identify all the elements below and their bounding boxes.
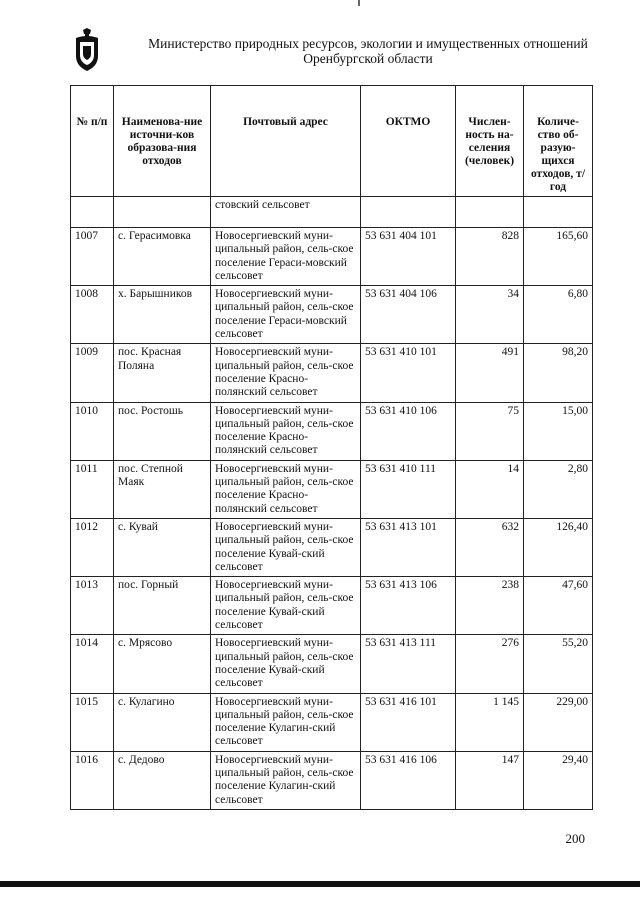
table-cell-number: 1008 <box>71 286 114 344</box>
table-row <box>71 751 593 809</box>
table-cell-address: Новосергиевский муни-ципальный район, сель-ское поселение Кулагин-ский сельсовет <box>211 693 361 751</box>
table-cell-source-name: пос. Ростошь <box>114 402 211 460</box>
table-cell-waste-amount: 15,00 <box>524 402 593 460</box>
table-cell-oktmo: 53 631 413 106 <box>361 577 456 635</box>
table-row <box>71 693 593 751</box>
table-cell-number: 1016 <box>71 751 114 809</box>
table-cell-number: 1007 <box>71 228 114 286</box>
table-cell-oktmo: 53 631 416 106 <box>361 751 456 809</box>
table-cell-waste-amount: 6,80 <box>524 286 593 344</box>
table-cell-address: Новосергиевский муни-ципальный район, сель-ское поселение Гераси-мовский сельсовет <box>211 286 361 344</box>
header-line-region: Оренбургской области <box>303 51 433 66</box>
table-cell <box>114 197 211 228</box>
table-cell-number: 1012 <box>71 518 114 576</box>
table-cell-address: Новосергиевский муни-ципальный район, сель-ское поселение Кувай-ский сельсовет <box>211 518 361 576</box>
table-cell-population: 828 <box>456 228 524 286</box>
table-row <box>71 635 593 693</box>
table-cell-address: Новосергиевский муни-ципальный район, сель-ское поселение Красно-полянский сельсовет <box>211 460 361 518</box>
table-row <box>71 286 593 344</box>
table-cell-population: 1 145 <box>456 693 524 751</box>
table-cell-waste-amount: 229,00 <box>524 693 593 751</box>
table-cell-source-name: пос. Степной Маяк <box>114 460 211 518</box>
table-cell-population: 14 <box>456 460 524 518</box>
header-line-ministry: Министерство природных ресурсов, экологии и имущественных отношений <box>148 36 588 51</box>
table-row <box>71 344 593 402</box>
table-cell-oktmo: 53 631 410 106 <box>361 402 456 460</box>
table-cell-number: 1009 <box>71 344 114 402</box>
page-number: 200 <box>565 831 585 846</box>
table-cell-population: 632 <box>456 518 524 576</box>
table-cell-source-name: с. Кулагино <box>114 693 211 751</box>
table-cell-waste-amount: 98,20 <box>524 344 593 402</box>
scan-edge-bar <box>0 881 640 887</box>
scan-artifact <box>358 0 360 6</box>
table-cell-population: 34 <box>456 286 524 344</box>
table-cell-oktmo: 53 631 404 106 <box>361 286 456 344</box>
table-cell-source-name: пос. Красная Поляна <box>114 344 211 402</box>
table-cell-source-name: с. Мрясово <box>114 635 211 693</box>
table-cell-waste-amount: 47,60 <box>524 577 593 635</box>
table-cell-waste-amount: 2,80 <box>524 460 593 518</box>
table-cell-oktmo: 53 631 410 111 <box>361 460 456 518</box>
table-row <box>71 228 593 286</box>
table-row <box>71 460 593 518</box>
table-cell-address: Новосергиевский муни-ципальный район, сель-ское поселение Гераси-мовский сельсовет <box>211 228 361 286</box>
table-cell <box>524 197 593 228</box>
column-header-number: № п/п <box>71 86 114 197</box>
table-cell-population: 147 <box>456 751 524 809</box>
table-body <box>71 228 593 810</box>
table-cell-address: Новосергиевский муни-ципальный район, сель-ское поселение Красно-полянский сельсовет <box>211 344 361 402</box>
document-header <box>118 36 618 66</box>
table-cell-population: 276 <box>456 635 524 693</box>
table-cell-address: стовский сельсовет <box>211 197 361 228</box>
table-cell-address: Новосергиевский муни-ципальный район, сель-ское поселение Кувай-ский сельсовет <box>211 635 361 693</box>
table-cell-source-name: с. Дедово <box>114 751 211 809</box>
table-cell <box>361 197 456 228</box>
table-cell-source-name: с. Кувай <box>114 518 211 576</box>
table-cell-population: 75 <box>456 402 524 460</box>
table-cell-oktmo: 53 631 413 101 <box>361 518 456 576</box>
table-row <box>71 577 593 635</box>
table-header-row <box>71 86 593 197</box>
table-cell-population: 238 <box>456 577 524 635</box>
table-cell-population: 491 <box>456 344 524 402</box>
waste-sources-table <box>70 85 593 810</box>
table-cell-waste-amount: 126,40 <box>524 518 593 576</box>
table-cell-number: 1014 <box>71 635 114 693</box>
table-row <box>71 402 593 460</box>
coat-of-arms-icon <box>74 28 100 72</box>
table-cell-number: 1013 <box>71 577 114 635</box>
table-cell-number: 1010 <box>71 402 114 460</box>
column-header-source-name: Наименова-ние источни-ков образова-ния отходов <box>114 86 211 197</box>
table-cell-number: 1011 <box>71 460 114 518</box>
table-cell <box>71 197 114 228</box>
table-cell-address: Новосергиевский муни-ципальный район, сель-ское поселение Кулагин-ский сельсовет <box>211 751 361 809</box>
table-cell-oktmo: 53 631 413 111 <box>361 635 456 693</box>
table-row-continuation <box>71 197 593 228</box>
table-cell-number: 1015 <box>71 693 114 751</box>
table-cell-source-name: пос. Горный <box>114 577 211 635</box>
table-cell-oktmo: 53 631 404 101 <box>361 228 456 286</box>
table-row <box>71 518 593 576</box>
table-cell-source-name: х. Барышников <box>114 286 211 344</box>
table-cell <box>456 197 524 228</box>
table-cell-waste-amount: 165,60 <box>524 228 593 286</box>
table-cell-address: Новосергиевский муни-ципальный район, сель-ское поселение Красно-полянский сельсовет <box>211 402 361 460</box>
column-header-waste-amount: Количе-ство об-разую-щихся отходов, т/год <box>524 86 593 197</box>
table-cell-waste-amount: 29,40 <box>524 751 593 809</box>
table-cell-oktmo: 53 631 416 101 <box>361 693 456 751</box>
column-header-oktmo: ОКТМО <box>361 86 456 197</box>
table-cell-waste-amount: 55,20 <box>524 635 593 693</box>
column-header-address: Почтовый адрес <box>211 86 361 197</box>
table-cell-source-name: с. Герасимовка <box>114 228 211 286</box>
table-cell-address: Новосергиевский муни-ципальный район, сель-ское поселение Кувай-ский сельсовет <box>211 577 361 635</box>
column-header-population: Числен-ность на-селения (человек) <box>456 86 524 197</box>
table-cell-oktmo: 53 631 410 101 <box>361 344 456 402</box>
